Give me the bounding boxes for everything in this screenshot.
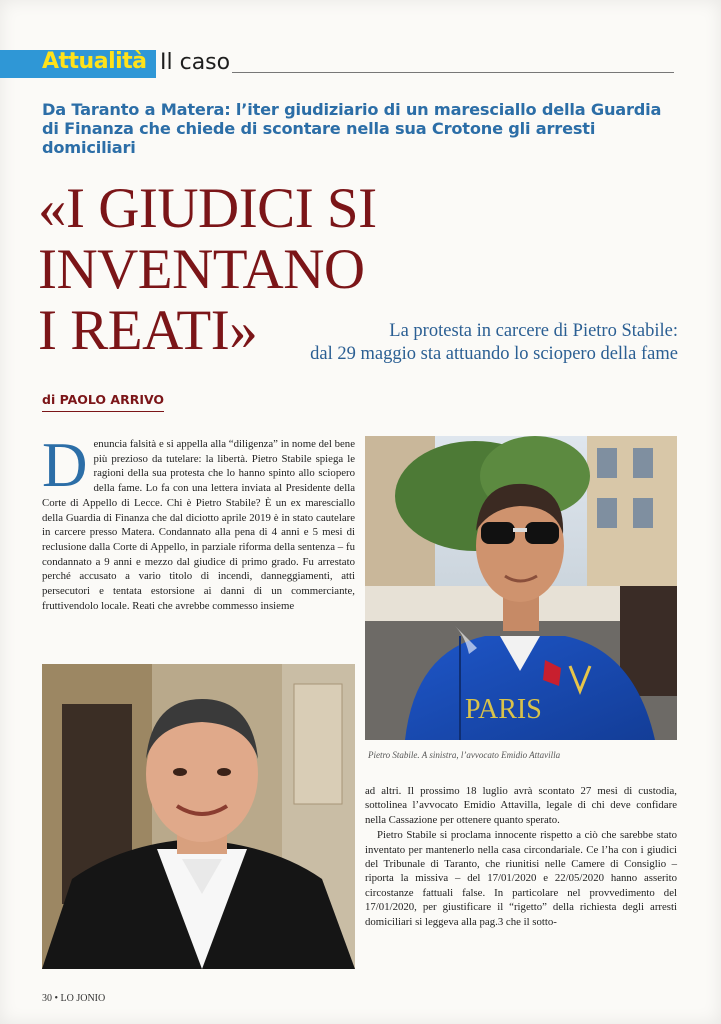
photo-pietro-stabile xyxy=(365,436,677,740)
headline-line-1: «I GIUDICI SI INVENTANO xyxy=(38,177,377,301)
byline: di PAOLO ARRIVO xyxy=(42,392,164,412)
headline-line-2: I REATI» xyxy=(38,299,258,362)
subsection-label: Il caso xyxy=(160,50,231,75)
article-paragraph: ad altri. Il prossimo 18 luglio avrà scontato 27 mesi di custodia, sottolinea l’avvocato Emidio Attavilla, legale di chi deve confidare nella Cassazione per ottenere quanto sperato. xyxy=(365,785,677,826)
page-footer xyxy=(42,993,105,1004)
page-number: 30 xyxy=(42,993,52,1004)
article-column-left xyxy=(42,430,355,613)
dek xyxy=(250,320,678,366)
footer-bullet: • xyxy=(54,993,61,1004)
article-column-right xyxy=(365,784,677,929)
photo-pietro-stabile-illustration xyxy=(365,436,677,740)
article-text-left: enuncia falsità e si appella alla “diligenza” in nome del bene più prezioso da tutelare: la libertà. Pietro Stabile spiega le ragioni della sua protesta che lo hanno spinto allo sciopero della fame. Lo fa con una lettera inviata al Presidente della Corte di Appello di Lecce. Chi è Pietro Stabile? È un ex maresciallo della Guardia di Finanza che dal diciotto aprile 2019 è in stato cautelare in carcere presso Matera. Condannato alla pena di 4 anni e 5 mesi di reclusione dalla Corte di Appello, in parziale riforma della sentenza – fu condannato a 9 anni e mezzo dal giudice di primo grado. Fu arrestato perché accusato a vario titolo di incendi, danneggiamenti, atti persecutori e tentata estorsione ai danni di un commerciante, fruttivendolo locale. Reati che avrebbe commesso insieme xyxy=(42,438,355,612)
kicker-text: Da Taranto a Matera: l’iter giudiziario di un maresciallo della Guardia di Finanza che chiede di scontare nella sua Crotone gli arresti domiciliari xyxy=(42,100,662,157)
photo-lawyer-illustration xyxy=(42,664,355,969)
photo-caption: Pietro Stabile. A sinistra, l’avvocato Emidio Attavilla xyxy=(368,750,561,760)
dek-line-2: dal 29 maggio sta attuando lo sciopero della fame xyxy=(310,344,678,364)
photo-lawyer xyxy=(42,664,355,969)
drop-cap: D xyxy=(42,430,88,500)
shirt-text: PARIS xyxy=(465,694,542,725)
article-paragraph: Pietro Stabile si proclama innocente rispetto a ciò che sarebbe stato inventato per mantenerlo nella casa circondariale. Ce l’ha con i giudici del Tribunale di Taranto, che riunitisi nelle Camere di Consiglio – riporta la missiva – del 17/01/2020 e 22/05/2020 hanno asserito circostanze fattuali false. In particolare nel provvedimento del 17/01/2020, per giustificare il “rigetto” della richiesta degli arresti domiciliari si leggeva alla pag.3 che il sotto- xyxy=(365,829,677,928)
publication-name: LO JONIO xyxy=(60,993,106,1004)
dek-line-1: La protesta in carcere di Pietro Stabile: xyxy=(389,321,678,341)
header-rule xyxy=(232,72,674,73)
section-label: Attualità xyxy=(42,49,147,74)
